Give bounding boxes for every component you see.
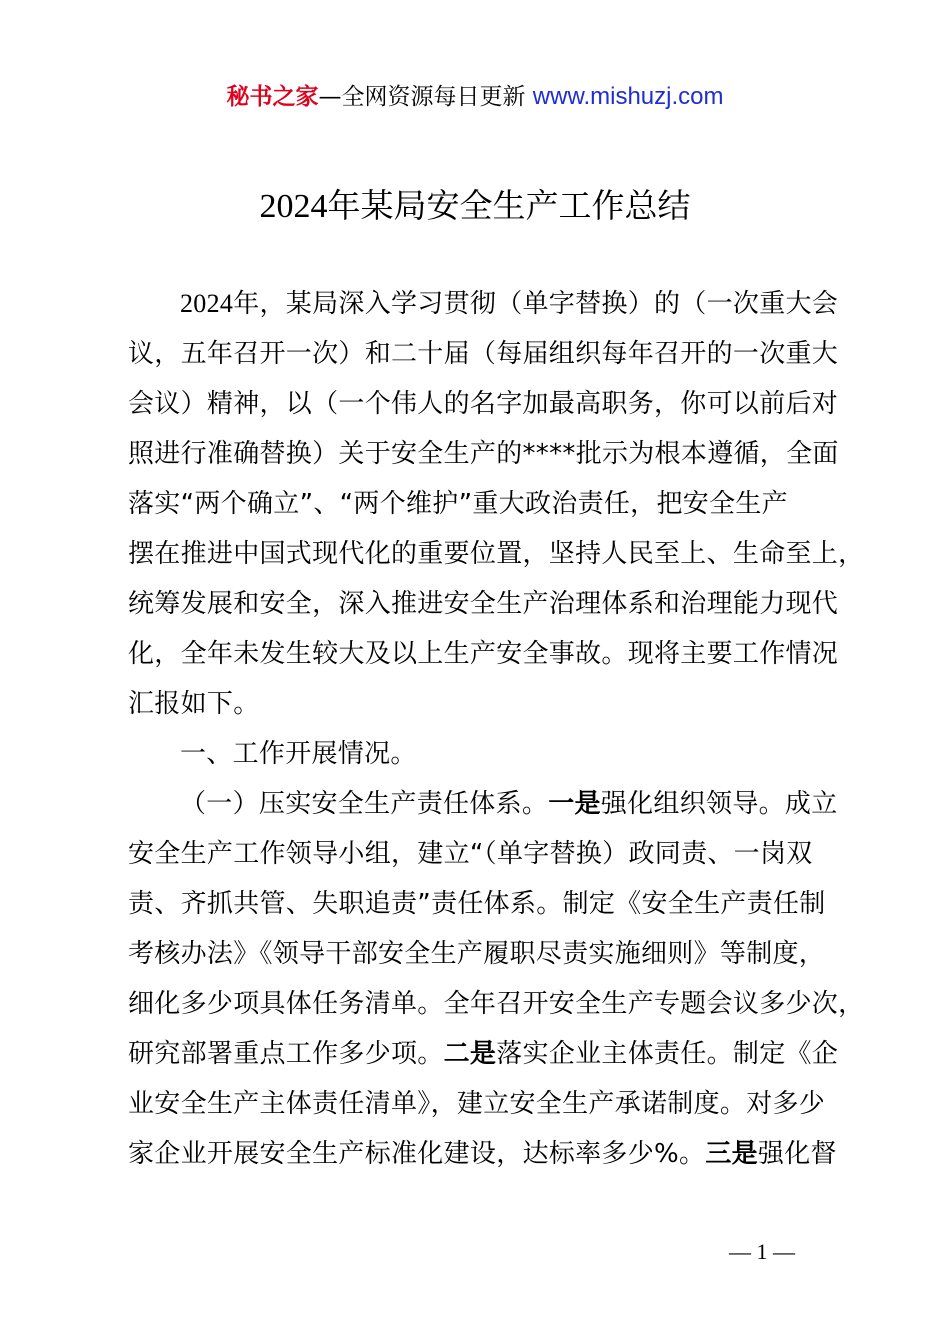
intro-line-3: 会议）精神，以（一个伟人的名字加最高职务，你可以前后对 (128, 389, 839, 419)
sub1-line-3: 责、齐抓共管、失职追责”责任体系。制定《安全生产责任制 (128, 889, 826, 919)
sub1-text: 家企业开展安全生产标准化建设，达标率多少%。 (128, 1139, 706, 1169)
sub1-text: 强化督 (757, 1139, 837, 1169)
intro-line-9: 汇报如下。 (128, 689, 260, 719)
intro-line-5: 落实“两个确立”、“两个维护”重大政治责任，把安全生产 (128, 489, 788, 519)
sub1-text: 强化组织领导。成立 (600, 789, 838, 819)
intro-line-4: 照进行准确替换）关于安全生产的****批示为根本遵循，全面 (128, 439, 839, 469)
sub1-line-5: 细化多少项具体任务清单。全年召开安全生产专题会议多少次， (128, 989, 865, 1019)
intro-text: 年，某局深入学习贯彻（单字替换）的（一次重大会 (233, 289, 839, 319)
bold-marker: 一是 (548, 789, 601, 819)
document-title (0, 184, 950, 229)
sub1-text: 研究部署重点工作多少项。 (128, 1039, 444, 1069)
brand-name: 秘书之家 (226, 84, 319, 110)
bold-marker: 二是 (443, 1039, 497, 1069)
sub1-heading: （一）压实安全生产责任体系。 (180, 789, 549, 819)
sub1-line-6 (128, 1029, 848, 1079)
sub1-line-4: 考核办法》《领导干部安全生产履职尽责实施细则》等制度， (128, 939, 826, 969)
title-text: 年某局安全生产工作总结 (327, 186, 691, 225)
intro-line-8: 化，全年未发生较大及以上生产安全事故。现将主要工作情况 (128, 639, 839, 669)
sub1-line-1 (180, 779, 848, 829)
section-heading: 一、工作开展情况。 (180, 739, 417, 769)
sub1-line-2: 安全生产工作领导小组，建立“（单字替换）政同责、一岗双 (128, 839, 813, 869)
intro-year: 2024 (180, 289, 234, 318)
intro-line-2: 议，五年召开一次）和二十届（每届组织每年召开的一次重大 (128, 339, 839, 369)
intro-line-6: 摆在推进中国式现代化的重要位置，坚持人民至上、生命至上， (128, 539, 865, 569)
intro-line-1 (180, 279, 848, 329)
bold-marker: 三是 (705, 1139, 758, 1169)
intro-line-7: 统筹发展和安全，深入推进安全生产治理体系和治理能力现代 (128, 589, 839, 619)
sub1-line-8 (128, 1129, 848, 1179)
page-number: — 1 — (729, 1239, 795, 1264)
header-slogan: —全网资源每日更新 (318, 84, 526, 110)
title-year: 2024 (259, 188, 328, 225)
sub1-line-7: 业安全生产主体责任清单》，建立安全生产承诺制度。对多少 (128, 1089, 826, 1119)
site-header (0, 80, 950, 114)
sub1-text: 落实企业主体责任。制定《企 (496, 1039, 839, 1069)
site-url-link[interactable]: www.mishuzj.com (532, 83, 724, 110)
